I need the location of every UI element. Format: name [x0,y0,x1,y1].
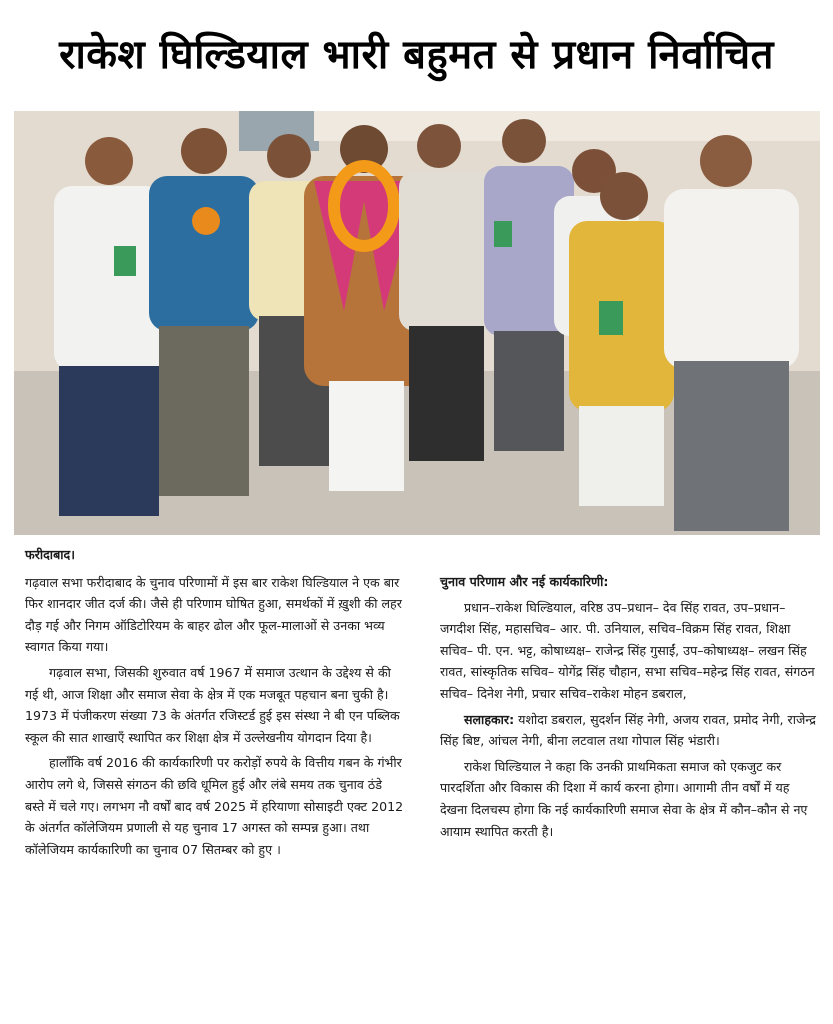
article-paragraph: हालाँकि वर्ष 2016 की कार्यकारिणी पर करोड़ों रुपये के वित्तीय गबन के गंभीर आरोप लगे थे, जिससे संगठन की छवि धूमिल हुई और लंबे समय तक चुनाव ठंडे बस्ते में चले गए। लगभग नौ वर्षों बाद वर्ष 2025 में हरियाणा सोसाइटी एक्ट 2012 के अंतर्गत कॉलेजियम प्रणाली से यह चुनाव 17 अगस्त को सम्पन्न हुआ। तथा कॉलेजियम कार्यकारिणी का चुनाव 07 सितम्बर को हुए । [25,755,404,857]
results-list: प्रधान–राकेश घिल्डियाल, वरिष्ठ उप–प्रधान– देव सिंह रावत, उप–प्रधान– जगदीश सिंह, महासचिव– आर. पी. उनियाल, सचिव–विक्रम सिंह रावत, शिक्षा सचिव– पी. एन. भट्ट, कोषाध्यक्ष– राजेन्द्र सिंह गुसाईं, उप–कोषाध्यक्ष– लखन सिंह रावत, सांस्कृतिक सचिव– योगेंद्र सिंह चौहान, सभा सचिव–महेन्द्र सिंह रावत, संगठन सचिव– दिनेश नेगी, प्रचार सचिव–राकेश मोहन डबराल, [440,599,815,701]
advisors-list: यशोदा डबराल, सुदर्शन सिंह नेगी, अजय रावत, प्रमोद नेगी, राजेन्द्र सिंह बिष्ट, आंचल नेगी, बीना लटवाल तथा गोपाल सिंह भंडारी। [440,711,816,749]
headline: राकेश घिल्डियाल भारी बहुमत से प्रधान निर्वाचित [59,32,774,78]
right-column [440,571,820,1011]
article-paragraph: गढ़वाल सभा, जिसकी शुरुवात वर्ष 1967 में समाज उत्थान के उद्देश्य से की गई थी, आज शिक्षा और समाज सेवा के क्षेत्र में एक मजबूत पहचान बना चुकी है। 1973 में पंजीकरण संख्या 73 के अंतर्गत रजिस्टर्ड हुई इस संस्था ने बी एन पब्लिक स्कूल की सात शाखाएँ स्थापित कर शिक्षा क्षेत्र में उल्लेखनीय योगदान दिया है। [25,664,400,745]
left-column [25,544,405,1014]
advisors-label: सलाहकार: [464,711,515,727]
advisors-paragraph [440,709,820,752]
group-photo [14,111,820,535]
dateline: फरीदाबाद। [25,547,75,562]
article-paragraph: गढ़वाल सभा फरीदाबाद के चुनाव परिणामों में इस बार राकेश घिल्डियाल ने एक बार फिर शानदार जीत दर्ज की। जैसे ही परिणाम घोषित हुआ, समर्थकों में ख़ुशी की लहर दौड़ गई और निगम ऑडिटोरियम के बाहर ढोल और फूल-मालाओं से उनका भव्य स्वागत किया गया। [25,574,402,655]
results-heading: चुनाव परिणाम और नई कार्यकारिणी: [440,574,609,589]
closing-paragraph: राकेश घिल्डियाल ने कहा कि उनकी प्राथमिकता समाज को एकजुट कर पारदर्शिता और विकास की दिशा में कार्य करना होगा। आगामी तीन वर्षों में यह देखना दिलचस्प होगा कि नई कार्यकारिणी समाज सेवा के क्षेत्र में कौन–कौन से नए आयाम स्थापित करती है। [440,758,808,839]
